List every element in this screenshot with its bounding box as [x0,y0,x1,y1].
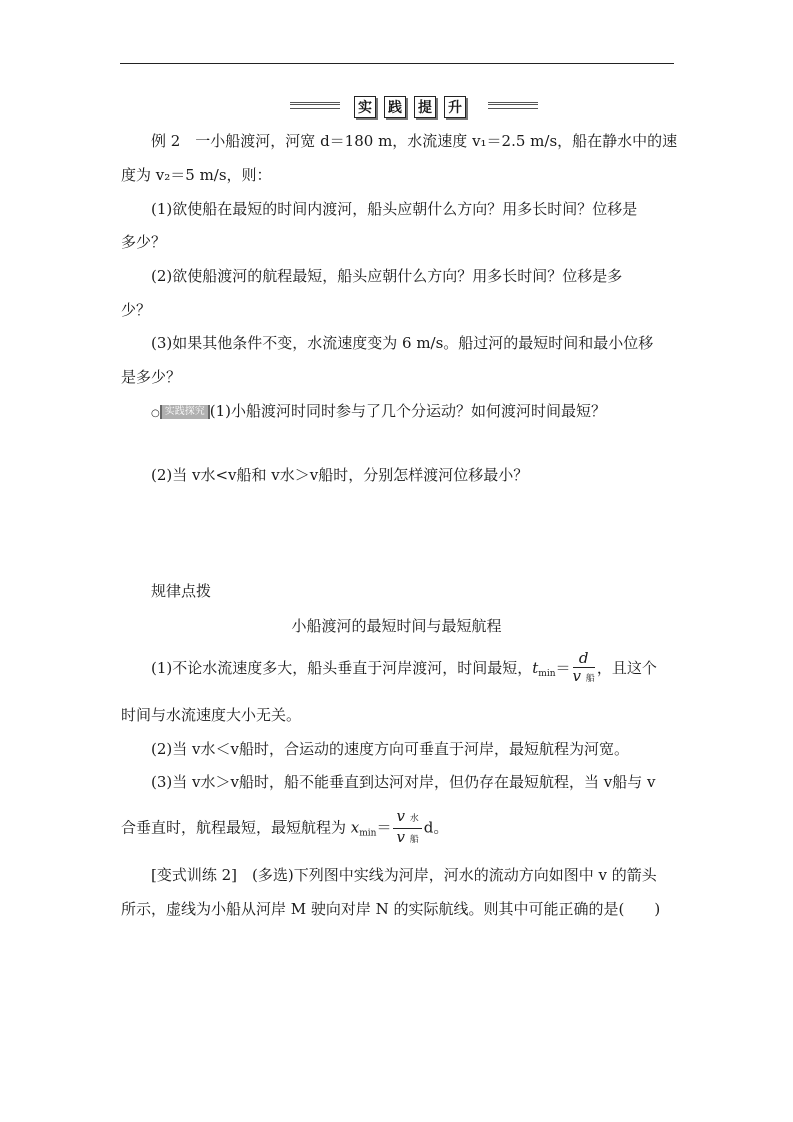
exercise-line-2: 所示，虚线为小船从河岸 M 驶向对岸 N 的实际航线。则其中可能正确的是( ) [121,900,661,918]
num-var: v [396,807,405,825]
banner-char: 实 [354,96,376,118]
header-rule [120,63,674,64]
question-2-line-a: (2)欲使船渡河的航程最短，船头应朝什么方向？用多长时间？位移是多 [151,267,623,285]
math-eq: ＝ [376,818,392,837]
fraction [573,650,595,688]
question-2-line-b: 少？ [121,301,152,319]
den-sub: 船 [585,674,595,684]
rule-3-tail: d。 [423,818,449,837]
rules-heading: 规律点拨 [151,582,212,600]
rule-2: (2)当 v水＜v船时，合运动的速度方向可垂直于河岸，最短航程为河宽。 [151,740,629,758]
example-line-1: 例 2 一小船渡河，河宽 d＝180 m，水流速度 v₁＝2.5 m/s，船在静水中的速 [151,132,678,150]
fraction-denominator [393,829,421,849]
banner-left-lines [290,102,340,109]
rule-1-tail: ，且这个 [596,659,657,677]
question-3-line-a: (3)如果其他条件不变，水流速度变为 6 m/s。船过河的最短时间和最小位移 [151,334,654,352]
rules-title: 小船渡河的最短时间与最短航程 [291,617,502,635]
banner-char: 提 [414,96,436,118]
den-sub: 船 [409,835,419,845]
rule-3-text: 合垂直时，航程最短，最短航程为 [121,818,351,837]
den-var: v [396,828,405,846]
num-sub: 水 [409,814,419,824]
math-var: t [532,659,539,677]
rule-3-line-a: (3)当 v水＞v船时，船不能垂直到达河对岸，但仍存在最短航程，当 v船与 v [151,773,656,791]
explore-tag: 实践探究 [160,405,210,419]
math-sub: min [538,669,556,679]
banner-char: 升 [444,96,466,118]
explore-prompt-2: (2)当 v水<v船和 v水＞v船时，分别怎样渡河位移最小？ [151,466,529,484]
exercise-line-1: [变式训练 2] (多选)下列图中实线为河岸，河水的流动方向如图中 v 的箭头 [151,866,657,884]
math-sub: min [359,828,377,839]
fraction-numerator: d [573,650,595,668]
fraction-numerator [393,808,421,829]
fraction-denominator [573,668,595,688]
question-3-line-b: 是多少？ [121,368,182,386]
rule-3-line-b [121,808,448,852]
banner-char: 践 [384,96,406,118]
explore-bullet-icon: ○ [151,408,160,419]
rule-1-line-a [151,650,657,692]
banner-right-lines [488,102,538,109]
math-eq: ＝ [555,659,571,677]
den-var: v [572,667,582,685]
example-line-2: 度为 v₂＝5 m/s，则： [121,166,272,184]
explore-text-1: (1)小船渡河时同时参与了几个分运动？如何渡河时间最短？ [209,402,606,420]
question-1-line-a: (1)欲使船在最短的时间内渡河，船头应朝什么方向？用多长时间？位移是 [151,200,638,218]
question-1-line-b: 多少？ [121,233,167,251]
explore-prompt-1 [151,401,606,424]
rule-1-text: (1)不论水流速度多大，船头垂直于河岸渡河，时间最短， [151,659,533,677]
rule-1-line-b: 时间与水流速度大小无关。 [121,706,302,724]
fraction [393,808,421,849]
math-var: x [350,818,360,837]
section-banner [290,96,538,120]
